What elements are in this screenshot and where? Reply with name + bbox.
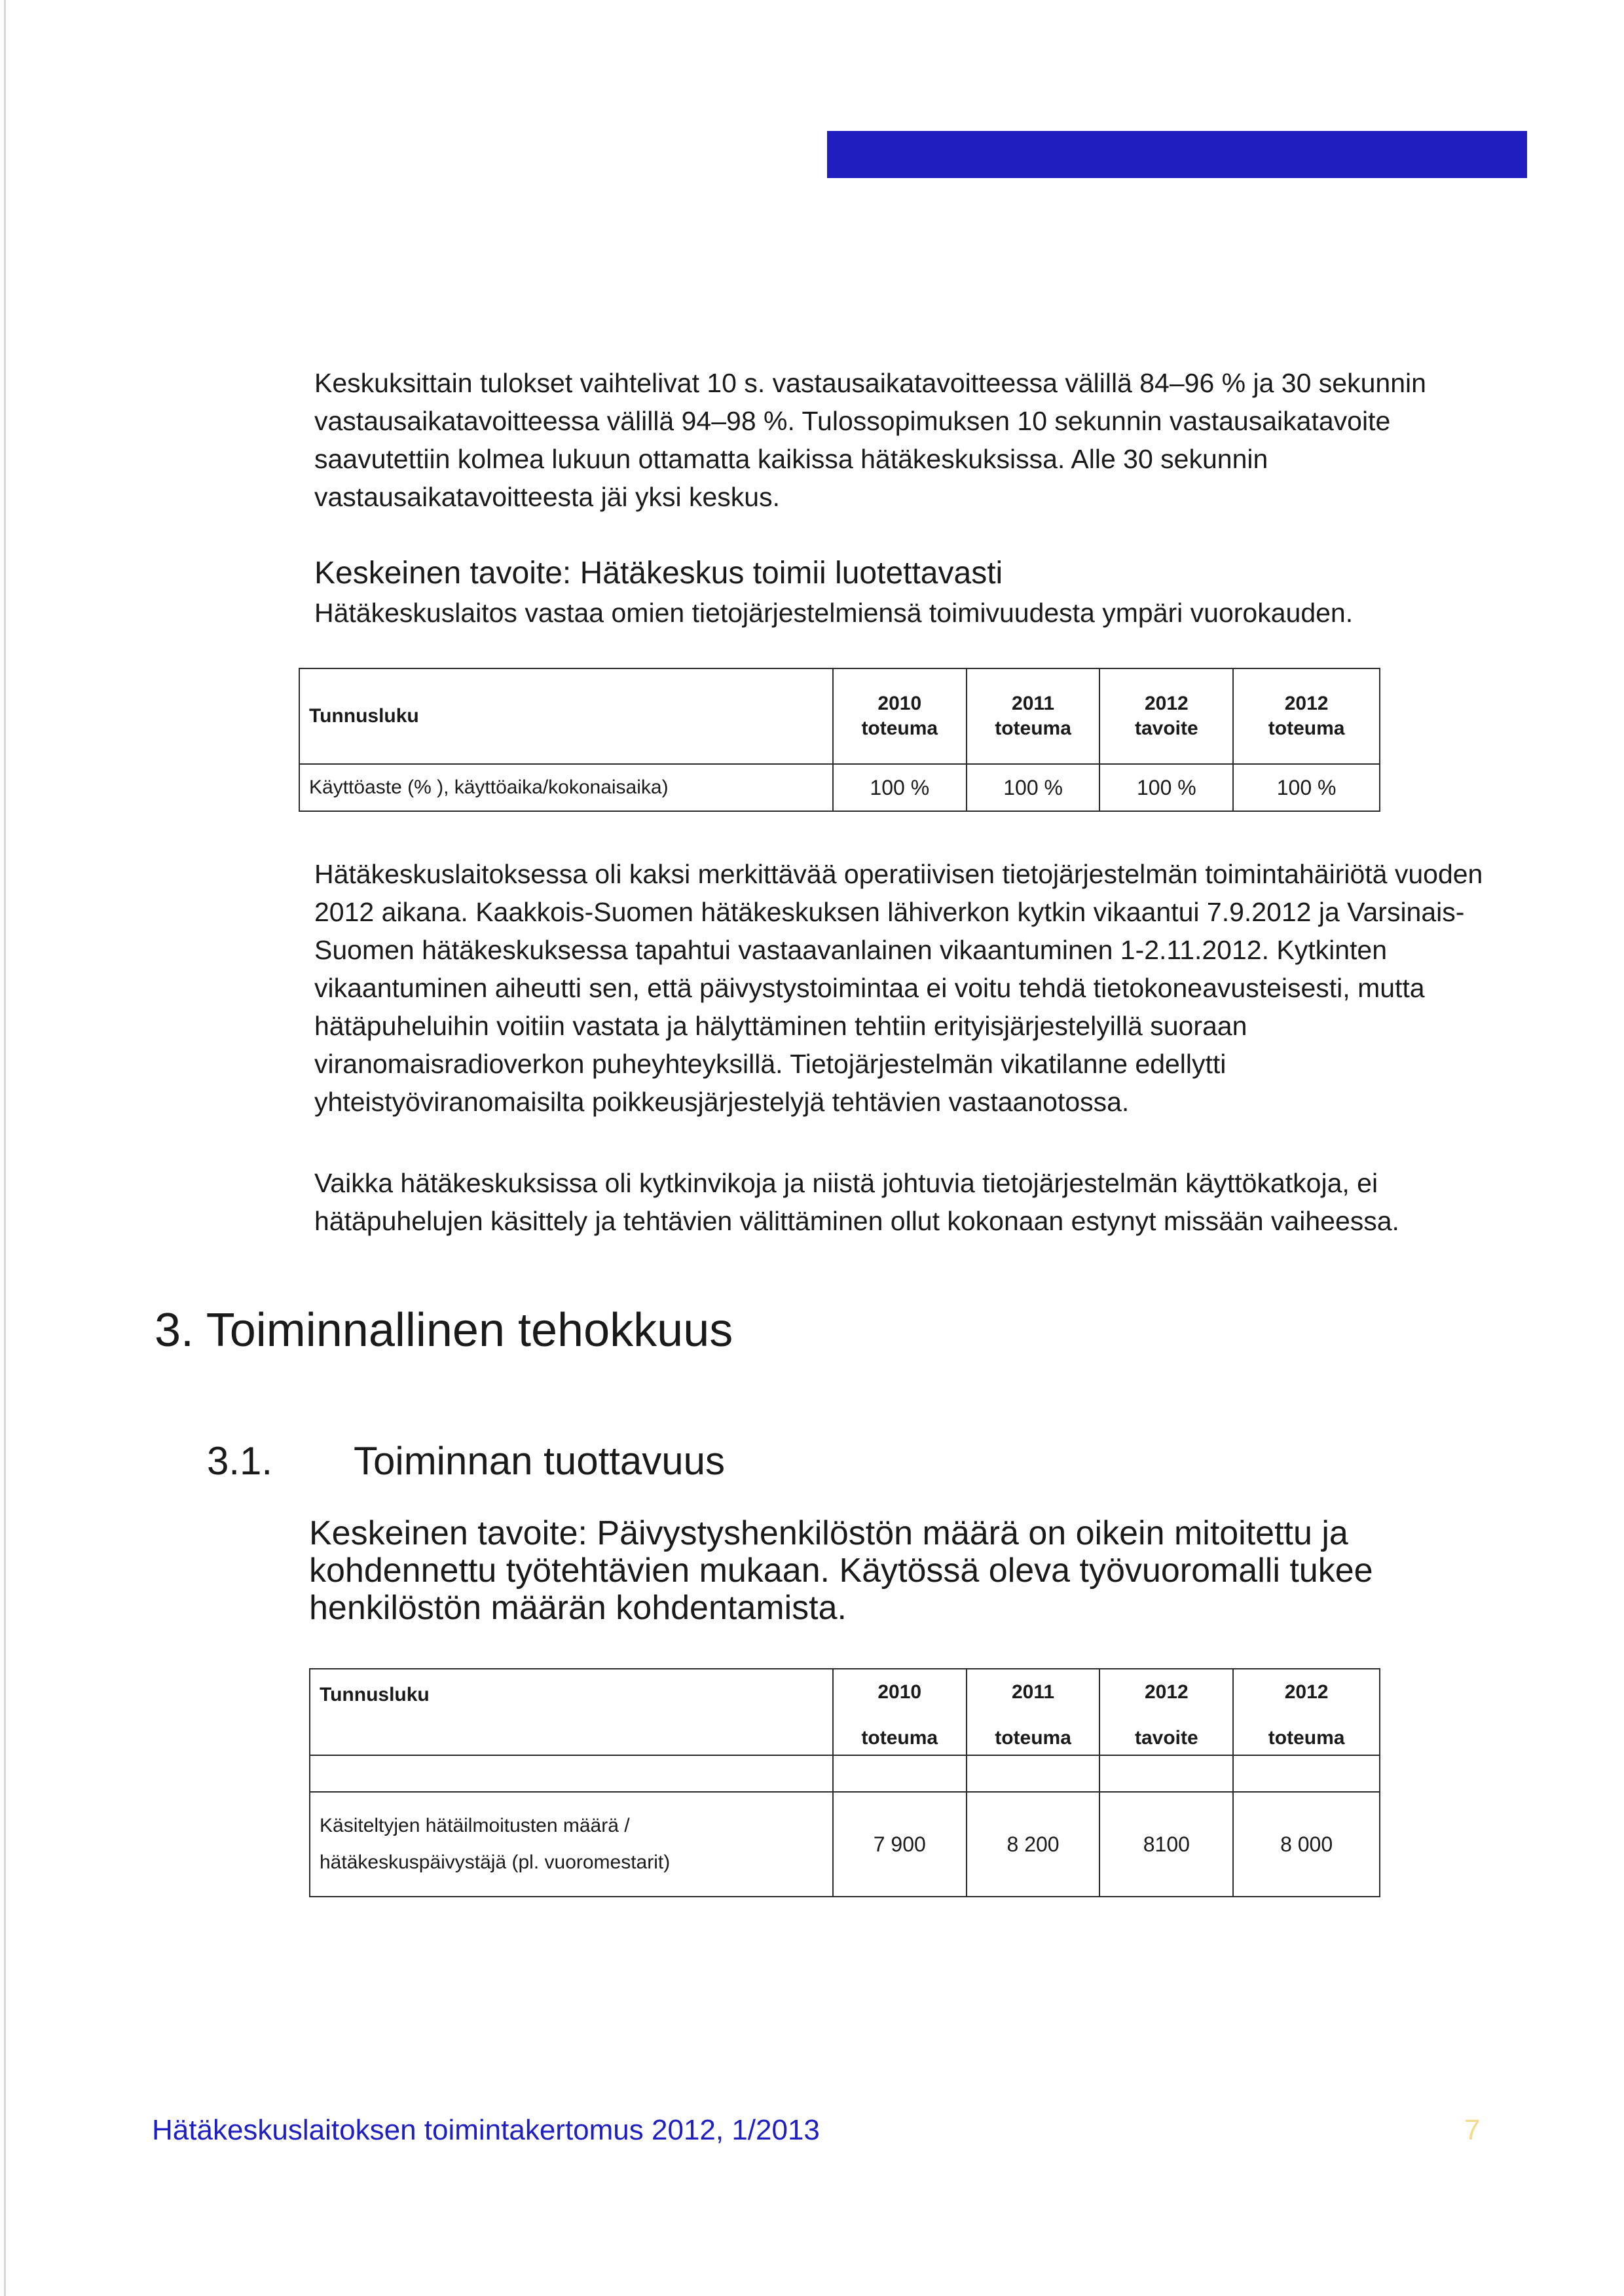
table-header-row [310,1669,1380,1755]
column-header: 2010 toteuma [833,668,967,764]
table-cell: 100 % [967,764,1100,811]
intro-paragraph: Keskuksittain tulokset vaihtelivat 10 s. vastausaikatavoitteessa välillä 84–96 % ja 30 sekunnin vastausaikatavoitteessa välillä 94–98 %. Tulossopimuksen 10 sekunnin vastausaikatavoite saavutettiin kolmea lukuun ottamatta kaikissa hätäkeskuksissa. Alle 30 sekunnin vastausaikatavoitteesta jäi yksi keskus. [314,368,1426,512]
table-cell: 7 900 [833,1792,967,1897]
subsection-title: Toiminnan tuottavuus [354,1439,726,1483]
goal1-subtitle: Hätäkeskuslaitos vastaa omien tietojärjestelmiensä toimivuudesta ympäri vuorokauden. [314,598,1354,628]
table-cell: 8 200 [967,1792,1100,1897]
row-label: Käyttöaste (% ), käyttöaika/kokonaisaika) [299,764,833,811]
kpi-table-availability [299,668,1380,812]
goal2-title: Keskeinen tavoite: Päivystyshenkilöstön määrä on oikein mitoitettu ja kohdennettu työtehtävien mukaan. Käytössä oleva työvuoromalli tukee henkilöstön määrän kohdentamista. [309,1514,1373,1627]
goal1-title: Keskeinen tavoite: Hätäkeskus toimii luotettavasti [314,556,1003,591]
page-number: 7 [1464,2114,1481,2146]
column-header: 2012 toteuma [1233,668,1380,764]
row-label: Käsiteltyjen hätäilmoitusten määrä / hätäkeskuspäivystäjä (pl. vuoromestarit) [310,1792,833,1897]
table-header-row [299,668,1380,764]
column-header: 2010 toteuma [833,1669,967,1755]
column-header: 2012 tavoite [1099,1669,1233,1755]
table-cell: 100 % [1099,764,1233,811]
subsection-number: 3.1. [207,1439,273,1483]
column-header: 2011 toteuma [967,1669,1100,1755]
table-spacer-row [310,1755,1380,1792]
column-header: 2012 tavoite [1099,668,1233,764]
label-header: Tunnusluku [299,668,833,764]
table-cell: 100 % [833,764,967,811]
table-row [299,764,1380,811]
footer-title: Hätäkeskuslaitoksen toimintakertomus 2012, 1/2013 [152,2114,820,2146]
label-header: Tunnusluku [310,1669,833,1755]
paragraph-conclusion: Vaikka hätäkeskuksissa oli kytkinvikoja ja niistä johtuvia tietojärjestelmän käyttökatkoja, ei hätäpuhelujen käsittely ja tehtävien välittäminen ollut kokonaan estynyt missään vaiheessa. [314,1168,1399,1236]
table-row [310,1792,1380,1897]
section-heading: 3. Toiminnallinen tehokkuus [155,1304,733,1357]
kpi-table-productivity [309,1668,1380,1897]
paragraph-system-failures: Hätäkeskuslaitoksessa oli kaksi merkittävää operatiivisen tietojärjestelmän toimintahäiriötä vuoden 2012 aikana. Kaakkois-Suomen hätäkeskuksen lähiverkon kytkin vikaantui 7.9.2012 ja Varsinais-Suomen hätäkeskuksessa tapahtui vastaavanlainen vikaantuminen 1-2.11.2012. Kytkinten vikaantuminen aiheutti sen, että päivystystoimintaa ei voitu tehdä tietokoneavusteisesti, mutta hätäpuheluihin voitiin vastata ja hälyttäminen tehtiin erityisjärjestelyillä suoraan viranomaisradioverkon puheyhteyksillä. Tietojärjestelmän vikatilanne edellytti yhteistyöviranomaisilta poikkeusjärjestelyjä tehtävien vastaanotossa. [314,859,1483,1117]
column-header: 2012 toteuma [1233,1669,1380,1755]
table-cell: 8100 [1099,1792,1233,1897]
table-cell: 100 % [1233,764,1380,811]
column-header: 2011 toteuma [967,668,1100,764]
header-accent-bar [827,131,1527,178]
page-edge [4,0,6,2296]
table-cell: 8 000 [1233,1792,1380,1897]
